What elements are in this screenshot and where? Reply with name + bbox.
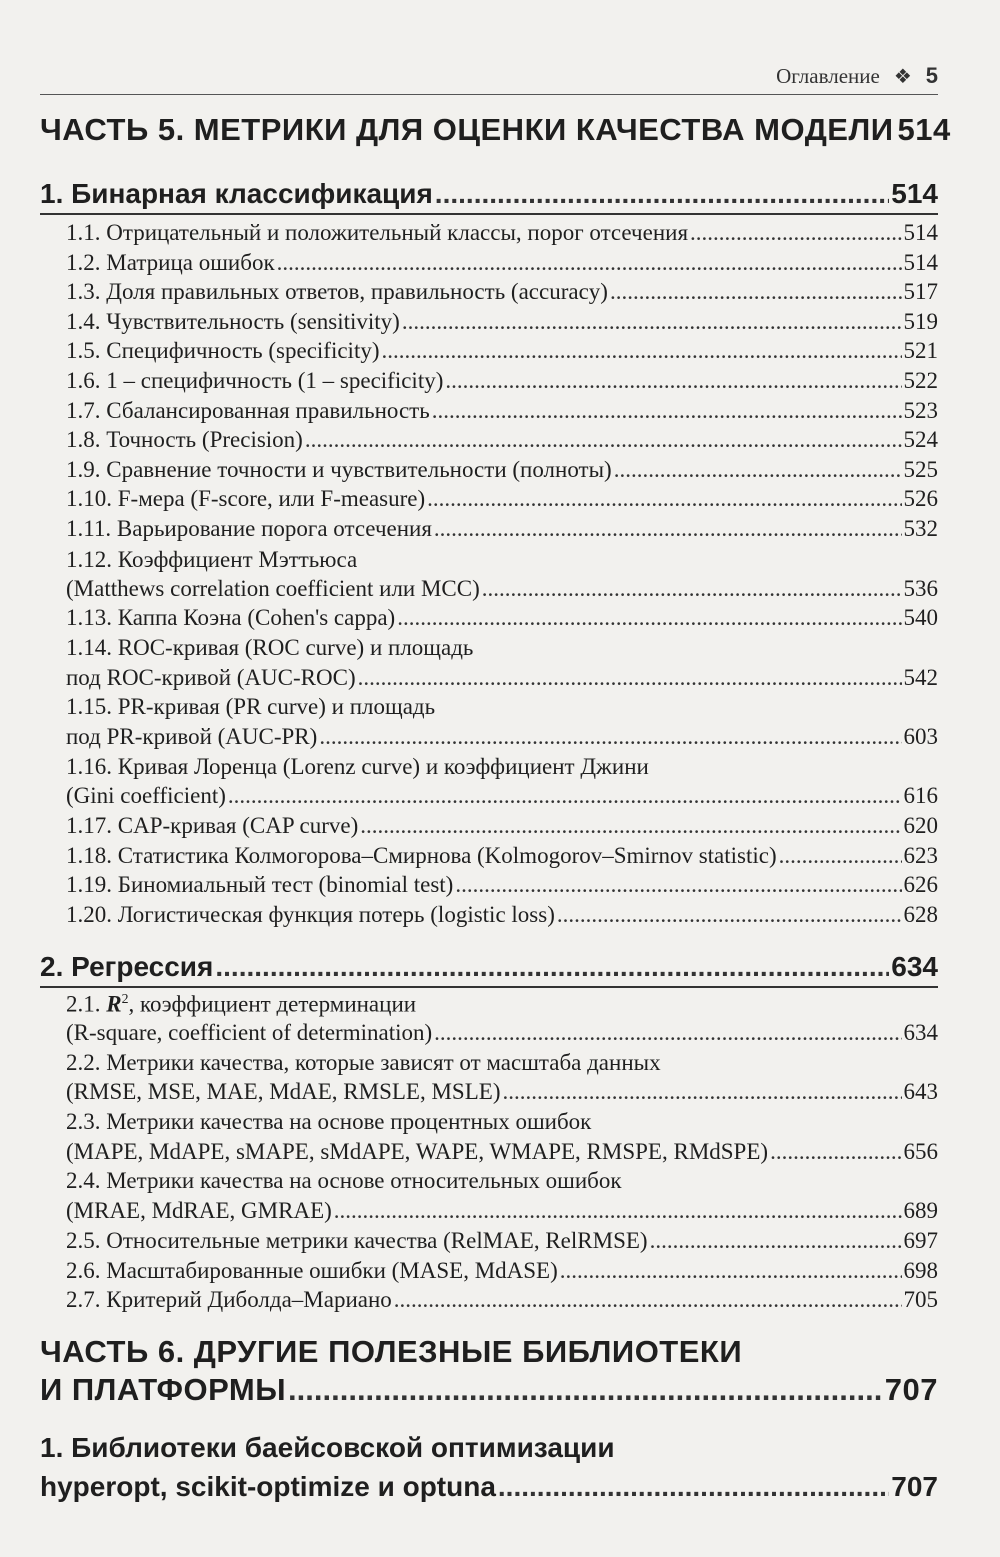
toc-section-2-1-line1: 2.1. $R^2$, коэффициент детерминации (66, 991, 417, 1017)
toc-part-6-line1: ЧАСТЬ 6. ДРУГИЕ ПОЛЕЗНЫЕ БИБЛИОТЕКИ (40, 1334, 743, 1369)
page-number: 5 (925, 63, 938, 88)
toc-section[interactable]: 2.7. Критерий Диболда–Мариано ..... 705 (40, 1287, 938, 1313)
toc-section[interactable]: 1.6. 1 – специфичность (1 – specificity) ..... 522 (40, 368, 938, 394)
toc-section[interactable]: 1.1. Отрицательный и положительный классы, порог отсечения ..... 514 (40, 220, 938, 246)
toc-section-1-14[interactable]: под ROC-кривой (AUC-ROC) ..... 542 (40, 665, 938, 691)
diamond-ornament-icon: ❖ (893, 65, 912, 88)
toc-section[interactable]: 1.7. Сбалансированная правильность ..... 523 (40, 398, 938, 424)
toc-part-5[interactable]: ЧАСТЬ 5. МЕТРИКИ ДЛЯ ОЦЕНКИ КАЧЕСТВА МОДЕЛИ 514 (40, 112, 951, 147)
toc-section[interactable]: 1.9. Сравнение точности и чувствительности (полноты) ..... 525 (40, 457, 938, 483)
toc-section-2-4[interactable]: (MRAE, MdRAE, GMRAE) ..... 689 (40, 1198, 938, 1224)
running-header (40, 58, 938, 95)
toc-chapter-1[interactable]: 1. Бинарная классификация ..... 514 (40, 178, 938, 210)
toc-section-2-2-line1: 2.2. Метрики качества, которые зависят от масштаба данных (66, 1050, 661, 1075)
toc-section-1-16-line1: 1.16. Кривая Лоренца (Lorenz curve) и коэффициент Джини (66, 754, 649, 779)
toc-section-1-15-line1: 1.15. PR-кривая (PR curve) и площадь (66, 694, 436, 719)
toc-section-2-1[interactable]: (R-square, coefficient of determination) ..... 634 (40, 1020, 938, 1046)
toc-section-2-3[interactable]: (MAPE, MdAPE, sMAPE, sMdAPE, WAPE, WMAPE, RMSPE, RMdSPE) ..... 656 (40, 1139, 938, 1165)
toc-part-6-chapter-1-line1: 1. Библиотеки баейсовской оптимизации (40, 1432, 615, 1463)
toc-section[interactable]: 1.19. Биномиальный тест (binomial test) ..... 626 (40, 872, 938, 898)
toc-section[interactable]: 1.5. Специфичность (specificity) ..... 521 (40, 338, 938, 364)
toc-section[interactable]: 2.6. Масштабированные ошибки (MASE, MdASE) ..... 698 (40, 1258, 938, 1284)
toc-section[interactable]: 2.5. Относительные метрики качества (RelMAE, RelRMSE) ..... 697 (40, 1228, 938, 1254)
toc-section[interactable]: 1.8. Точность (Precision) ..... 524 (40, 427, 938, 453)
toc-section-1-13[interactable]: 1.13. Каппа Коэна (Cohen's cappa) ..... 540 (40, 605, 938, 631)
toc-section-2-3-line1: 2.3. Метрики качества на основе процентных ошибок (66, 1109, 592, 1134)
toc-section-2-2[interactable]: (RMSE, MSE, MAE, MdAE, RMSLE, MSLE) ..... 643 (40, 1079, 938, 1105)
toc-section[interactable]: 1.11. Варьирование порога отсечения ..... 532 (40, 516, 938, 542)
toc-section-1-15[interactable]: под PR-кривой (AUC-PR) ..... 603 (40, 724, 938, 750)
toc-section[interactable]: 1.18. Статистика Колмогорова–Смирнова (Kolmogorov–Smirnov statistic) ..... 623 (40, 843, 938, 869)
chapter-divider (40, 213, 938, 215)
toc-section-1-14-line1: 1.14. ROC-кривая (ROC curve) и площадь (66, 635, 474, 660)
toc-section[interactable]: 1.4. Чувствительность (sensitivity) ..... 519 (40, 309, 938, 335)
chapter-divider (40, 986, 938, 988)
toc-section-2-4-line1: 2.4. Метрики качества на основе относительных ошибок (66, 1168, 622, 1193)
toc-section[interactable]: 1.10. F-мера (F-score, или F-measure) ..... 526 (40, 486, 938, 512)
toc-section[interactable]: 1.2. Матрица ошибок ..... 514 (40, 250, 938, 276)
toc-section[interactable]: 1.17. CAP-кривая (CAP curve) ..... 620 (40, 813, 938, 839)
toc-section-1-12-line1: 1.12. Коэффициент Мэттьюса (66, 547, 358, 572)
toc-section[interactable]: 1.20. Логистическая функция потерь (logistic loss) ..... 628 (40, 902, 938, 928)
toc-part-6[interactable]: И ПЛАТФОРМЫ ..... 707 (40, 1372, 938, 1408)
toc-chapter-2[interactable]: 2. Регрессия ..... 634 (40, 951, 938, 983)
header-title: Оглавление (776, 63, 880, 88)
toc-part-6-chapter-1[interactable]: hyperopt, scikit-optimize и optuna ..... 707 (40, 1471, 938, 1503)
toc-section-1-16[interactable]: (Gini coefficient) ..... 616 (40, 783, 938, 809)
toc-section-1-12[interactable]: (Matthews correlation coefficient или MCC) ..... 536 (40, 576, 938, 602)
toc-section[interactable]: 1.3. Доля правильных ответов, правильность (accuracy) ..... 517 (40, 279, 938, 305)
